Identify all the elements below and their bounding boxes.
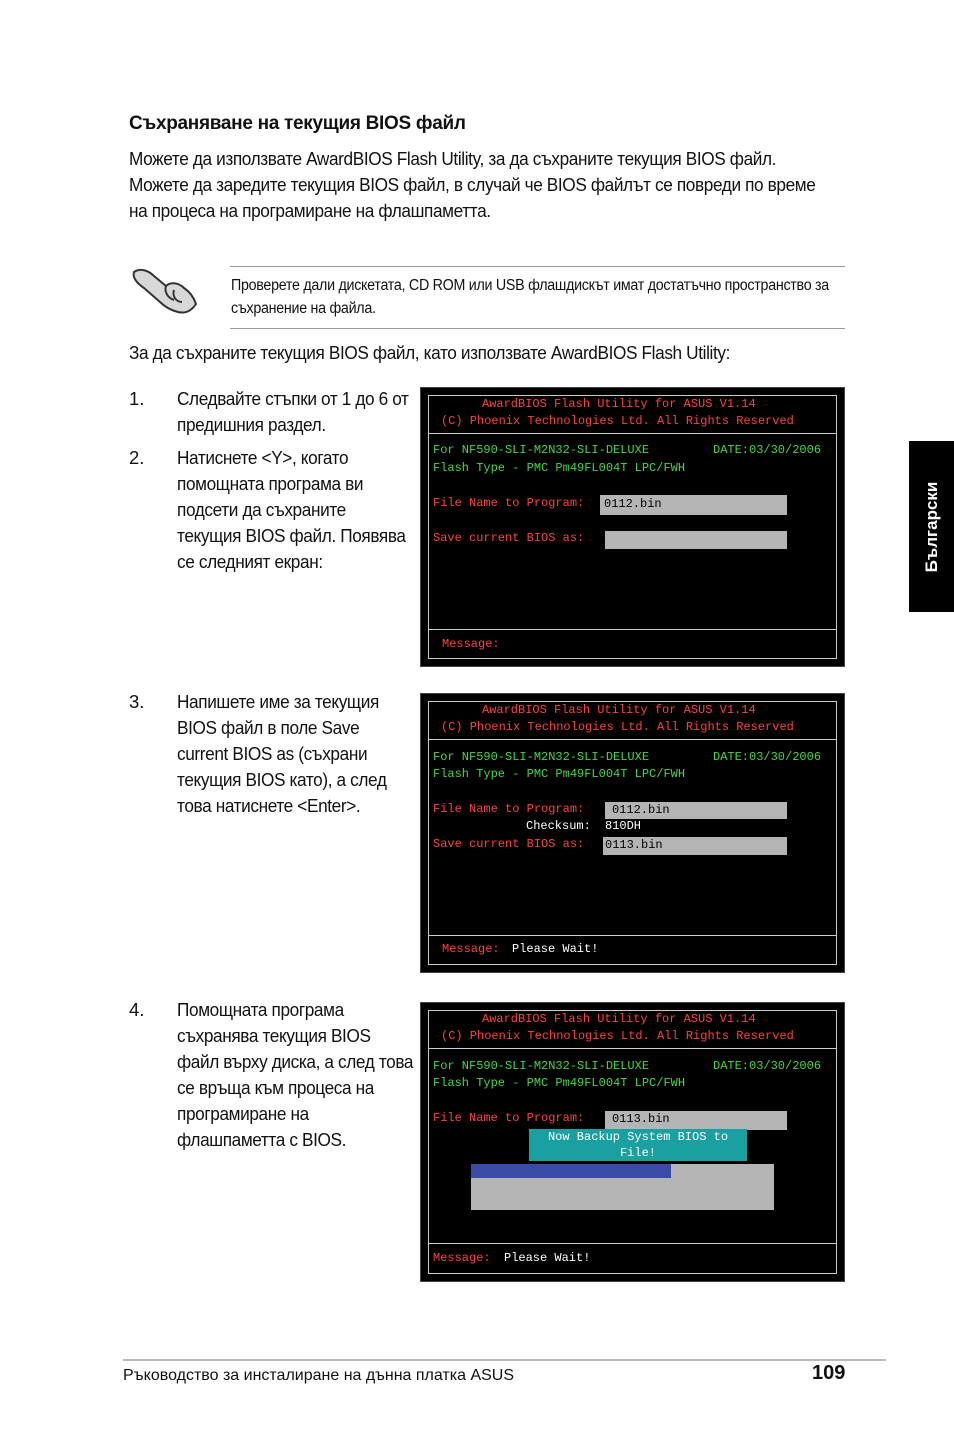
backup-popup xyxy=(529,1129,747,1161)
bios-copyright: (C) Phoenix Technologies Ltd. All Rights Reserved xyxy=(441,1029,794,1043)
message-label: Message: xyxy=(442,942,500,956)
note-text: Проверете дали дискетата, CD ROM или USB флашдискът имат достатъчно пространство за съхранение на файла. xyxy=(231,277,829,317)
screen-frame xyxy=(428,395,837,659)
progress-bar-fill xyxy=(471,1164,671,1178)
bios-copyright: (C) Phoenix Technologies Ltd. All Rights Reserved xyxy=(441,720,794,734)
message-label: Message: xyxy=(442,637,500,651)
save-as-label: Save current BIOS as: xyxy=(433,837,585,851)
checksum-label: Checksum: xyxy=(526,819,591,833)
divider xyxy=(428,1243,837,1244)
checksum-value: 810DH xyxy=(605,819,642,833)
note-bottom-rule xyxy=(230,328,845,329)
intro-paragraph: Можете да използвате AwardBIOS Flash Utility, за да съхраните текущия BIOS файл. Можете да заредите текущия BIOS файл, в случай че BIOS файлът се повреди по време на процеса на програмиране на флашпаметта. xyxy=(129,148,816,221)
bios-title: AwardBIOS Flash Utility for ASUS V1.14 xyxy=(482,703,756,717)
section-heading: Съхраняване на текущия BIOS файл xyxy=(129,113,466,134)
footer-text: Ръководство за инсталиране на дънна платка ASUS xyxy=(123,1367,515,1384)
divider xyxy=(428,739,837,740)
step-text: Следвайте стъпки от 1 до 6 от предишния раздел. xyxy=(177,388,409,435)
bios-screen-3 xyxy=(420,1002,845,1282)
step-number: 1. xyxy=(129,388,145,409)
step-number: 3. xyxy=(129,691,145,712)
step-text: Напишете име за текущия BIOS файл в поле Save current BIOS as (съхрани текущия BIOS като), а след това натиснете <Enter>. xyxy=(177,691,387,816)
divider xyxy=(428,433,837,434)
bios-flash-type: Flash Type - PMC Pm49FL004T LPC/FWH xyxy=(433,767,686,781)
message-text: Please Wait! xyxy=(512,942,599,956)
note-top-rule xyxy=(230,266,845,267)
popup-line-2: File! xyxy=(619,1146,656,1160)
bios-copyright: (C) Phoenix Technologies Ltd. All Rights Reserved xyxy=(441,414,794,428)
file-name-field[interactable]: 0112.bin xyxy=(600,495,787,515)
bios-board: For NF590-SLI-M2N32-SLI-DELUXE xyxy=(433,1059,650,1073)
bios-title: AwardBIOS Flash Utility for ASUS V1.14 xyxy=(482,1012,756,1026)
file-name-field[interactable]: 0113.bin xyxy=(605,1111,787,1130)
message-label: Message: xyxy=(433,1251,491,1265)
step-number: 4. xyxy=(129,999,145,1020)
file-name-field[interactable]: 0112.bin xyxy=(605,802,787,819)
progress-bar xyxy=(471,1164,774,1210)
step-number: 2. xyxy=(129,447,145,468)
bios-date: DATE:03/30/2006 xyxy=(713,750,822,764)
footer-rule xyxy=(123,1359,886,1361)
file-name-label: File Name to Program: xyxy=(433,1111,585,1125)
note-hand-icon xyxy=(130,262,200,316)
divider xyxy=(428,1048,837,1049)
bios-screen-2 xyxy=(420,693,845,973)
lead-text: За да съхраните текущия BIOS файл, като използвате AwardBIOS Flash Utility: xyxy=(129,342,731,363)
page-number: 109 xyxy=(812,1362,846,1384)
bios-board: For NF590-SLI-M2N32-SLI-DELUXE xyxy=(433,443,650,457)
bios-flash-type: Flash Type - PMC Pm49FL004T LPC/FWH xyxy=(433,461,686,475)
message-text: Please Wait! xyxy=(504,1251,591,1265)
save-as-field[interactable]: 0113.bin xyxy=(603,837,787,855)
step-text: Натиснете <Y>, когато помощната програма ви подсети да съхраните текущия BIOS файл. Появява се следният екран: xyxy=(177,447,406,572)
popup-line-1: Now Backup System BIOS to xyxy=(547,1130,729,1144)
bios-board: For NF590-SLI-M2N32-SLI-DELUXE xyxy=(433,750,650,764)
bios-screen-1 xyxy=(420,387,845,667)
divider xyxy=(428,935,837,936)
step-text: Помощната програма съхранява текущия BIOS файл върху диска, а след това се връща към процеса на програмиране на флашпаметта с BIOS. xyxy=(177,999,414,1150)
language-side-tab xyxy=(909,441,954,612)
bios-title: AwardBIOS Flash Utility for ASUS V1.14 xyxy=(482,397,756,411)
screen-frame xyxy=(428,701,837,965)
save-as-label: Save current BIOS as: xyxy=(433,531,585,545)
file-name-label: File Name to Program: xyxy=(433,496,585,510)
bios-date: DATE:03/30/2006 xyxy=(713,443,822,457)
save-as-field[interactable] xyxy=(605,531,787,549)
bios-flash-type: Flash Type - PMC Pm49FL004T LPC/FWH xyxy=(433,1076,686,1090)
side-tab-label: Български xyxy=(921,481,941,572)
bios-date: DATE:03/30/2006 xyxy=(713,1059,822,1073)
file-name-label: File Name to Program: xyxy=(433,802,585,816)
divider xyxy=(428,629,837,630)
